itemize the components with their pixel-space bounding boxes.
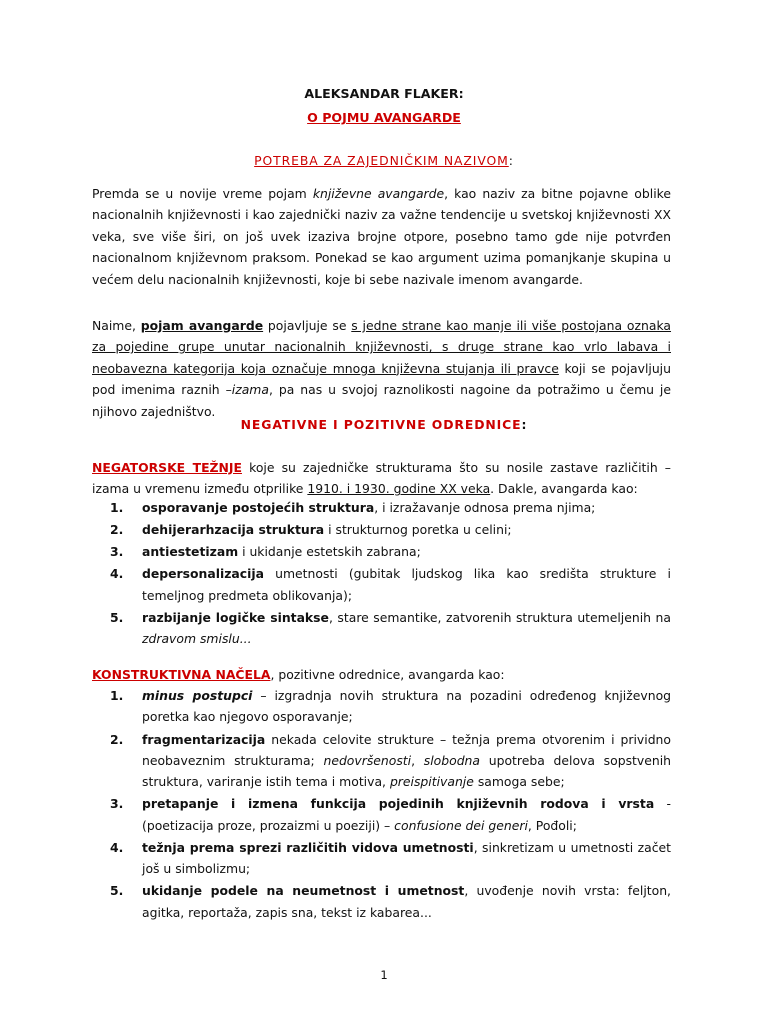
italic-term: slobodna bbox=[423, 752, 481, 768]
text-run: , i izražavanje odnosa prema njima; bbox=[374, 500, 596, 515]
italic-term: nedovršenosti bbox=[323, 752, 412, 768]
list-item bbox=[92, 880, 671, 923]
text-run: samoga sebe; bbox=[473, 774, 565, 790]
bold-term: težnja prema sprezi različitih vidova umetnosti bbox=[142, 839, 474, 855]
text-run: – izgradnja novih struktura na pozadini određenog književnog poretka kao njegovo osporavanje; bbox=[142, 688, 672, 725]
bold-term: fragmentarizacija bbox=[142, 731, 266, 747]
bold-term: dehijerarhzacija struktura bbox=[142, 522, 325, 538]
bold-term: razbijanje logičke sintakse bbox=[142, 609, 329, 625]
list-item bbox=[92, 519, 671, 540]
section-heading-common-name bbox=[0, 153, 768, 168]
list-number: 2. bbox=[110, 522, 124, 538]
bold-term: pretapanje i izmena funkcija pojedinih književnih rodova i vrsta bbox=[142, 796, 655, 812]
list-number: 1. bbox=[110, 688, 124, 703]
italic-term: confusione dei generi bbox=[394, 817, 528, 833]
author-heading: ALEKSANDAR FLAKER: bbox=[304, 86, 464, 101]
list-item bbox=[92, 607, 671, 650]
list-item bbox=[92, 729, 671, 793]
text-run: , kao naziv za bitne pojavne oblike nacionalnih književnosti i kao zajednički naziv za važne tendencije u svetskoj književnosti XX veka, sve više širi, on još uvek izaziva brojne otpore, posebno tamo gde nije potvrđen nacionalnom književnom praksom. Ponekad se kao argument uzima pomanjkanje skupina u većem delu nacionalnih književnosti, koje bi sebe nazivale imenom avangarde. bbox=[92, 186, 671, 287]
section-heading-text: NEGATIVNE I POZITIVNE ODREDNICE bbox=[240, 417, 522, 432]
paragraph-definition bbox=[92, 315, 671, 422]
list-number: 1. bbox=[110, 500, 124, 515]
bold-term: pojam avangarde bbox=[140, 318, 264, 333]
constructive-list bbox=[92, 685, 671, 924]
bold-term: ukidanje podele na neumetnost i umetnost bbox=[142, 883, 465, 899]
text-run: upotreba delova sopstvenih struktura, variranje istih tema i motiva, bbox=[142, 752, 672, 790]
underlined-definition: s jedne strane kao manje ili više postojana oznaka za pojedine grupe unutar nacionalnih književnosti, s druge strane kao vrlo labava i neobavezna kategorija koja označuje mnoga književna stujanja ili pravce bbox=[92, 318, 672, 376]
list-item bbox=[92, 563, 671, 606]
text-run: koji se pojavljuju pod imenima raznih bbox=[92, 360, 671, 398]
paragraph-negation bbox=[92, 457, 671, 500]
list-number: 4. bbox=[110, 839, 124, 855]
text-run: , sinkretizam u umetnosti začet još u simbolizmu; bbox=[142, 839, 671, 877]
list-number: 4. bbox=[110, 566, 124, 582]
text-run: umetnosti (gubitak ljudskog lika kao središta strukture i temeljnog predmeta oblikovanja); bbox=[142, 566, 671, 603]
italic-term: preispitivanje bbox=[389, 774, 474, 790]
section-heading-colon: : bbox=[521, 417, 528, 432]
list-item bbox=[92, 837, 671, 880]
text-run: Premda se u novije vreme pojam bbox=[92, 186, 313, 201]
negation-list bbox=[92, 497, 671, 650]
italic-term: književne avangarde bbox=[312, 186, 445, 201]
list-number: 2. bbox=[110, 731, 124, 747]
list-number: 3. bbox=[110, 796, 124, 812]
list-item bbox=[92, 685, 671, 728]
text-run: , bbox=[411, 752, 424, 768]
text-run: . Dakle, avangarda kao: bbox=[490, 481, 638, 497]
text-run: i strukturnog poretka u celini; bbox=[324, 522, 512, 538]
section-heading-text: POTREBA ZA ZAJEDNIČKIM NAZIVOM bbox=[254, 153, 509, 168]
section-heading-colon: : bbox=[508, 153, 514, 168]
bold-term: osporavanje postojećih struktura bbox=[142, 500, 375, 515]
text-run: , uvođenje novih vrsta: feljton, agitka, reportaža, zapis sna, tekst iz kabarea... bbox=[142, 883, 671, 920]
page-number: 1 bbox=[380, 968, 388, 982]
italic-term: zdravom smislu... bbox=[142, 631, 252, 647]
underlined-dates: 1910. i 1930. godine XX veka bbox=[307, 481, 491, 497]
lead-term: KONSTRUKTIVNA NAČELA bbox=[92, 667, 271, 682]
list-item bbox=[92, 497, 671, 518]
text-run: , Pođoli; bbox=[527, 817, 577, 833]
paragraph-constructive bbox=[92, 664, 671, 685]
text-run: - (poetizacija proze, prozaizmi u poeziji) – bbox=[142, 796, 671, 833]
text-run: koje su zajedničke strukturama što su nosile zastave različitih –izama u vremenu između otprilike bbox=[92, 460, 671, 497]
lead-term: NEGATORSKE TEŽNJE bbox=[92, 460, 242, 475]
list-number: 5. bbox=[110, 883, 124, 899]
text-run: pojavljuje se bbox=[263, 318, 352, 333]
section-heading-determinants bbox=[0, 417, 768, 432]
text-run: , pa nas u svojoj raznolikosti nagoine da potražimo u čemu je njihovo zajedništvo. bbox=[92, 382, 671, 419]
paragraph-intro bbox=[92, 183, 671, 290]
document-title: O POJMU AVANGARDE bbox=[307, 110, 461, 125]
text-run: Naime, bbox=[92, 318, 141, 333]
list-number: 3. bbox=[110, 544, 124, 560]
text-run: , stare semantike, zatvorenih struktura utemeljenih na bbox=[328, 609, 671, 625]
text-run: nekada celovite strukture – težnja prema otvorenim i prividno neobaveznim strukturama; bbox=[142, 731, 671, 768]
text-run: , pozitivne odrednice, avangarda kao: bbox=[270, 667, 505, 682]
bold-term: antiestetizam bbox=[142, 544, 239, 560]
text-run: i ukidanje estetskih zabrana; bbox=[238, 544, 421, 560]
italic-term: –izama bbox=[225, 382, 269, 398]
bold-term: depersonalizacija bbox=[142, 566, 264, 582]
bold-italic-term: minus postupci bbox=[142, 688, 253, 703]
list-number: 5. bbox=[110, 609, 124, 625]
list-item bbox=[92, 541, 671, 562]
list-item bbox=[92, 793, 671, 836]
